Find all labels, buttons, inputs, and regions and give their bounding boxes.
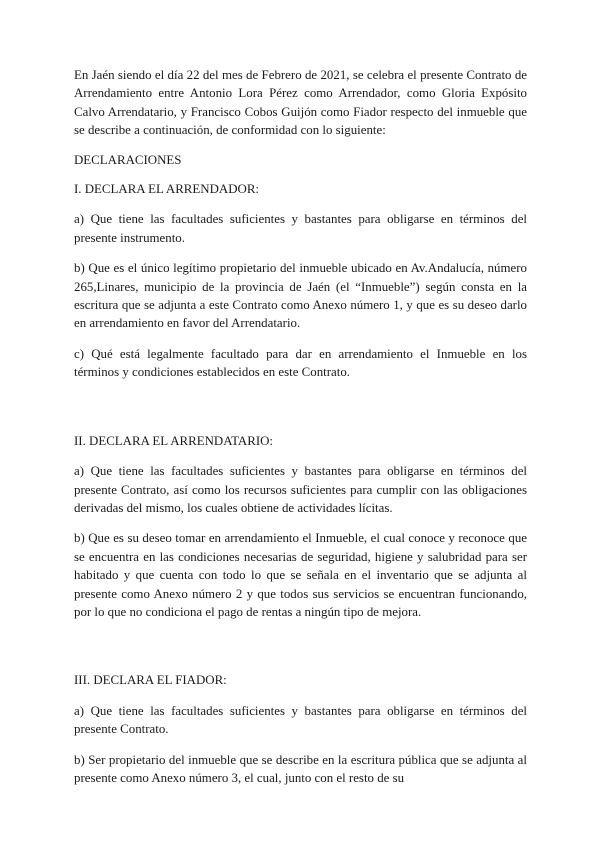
arrendador-clause-c: c) Qué está legalmente facultado para dar en arrendamiento el Inmueble en los términos y condiciones establecidos en este Contrato. bbox=[74, 346, 527, 380]
declaraciones-heading: DECLARACIONES bbox=[74, 152, 182, 167]
arrendatario-heading: II. DECLARA EL ARRENDATARIO: bbox=[74, 433, 274, 448]
arrendatario-clause-b: b) Que es su deseo tomar en arrendamiento el Inmueble, el cual conoce y reconoce que se encuentra en las condiciones necesarias de seguridad, higiene y salubridad para ser habitado y que cuenta con todo lo que se señala en el inventario que se adjunta al presente como Anexo número 2 y que todos sus servicios se encuentran funcionando, por lo que no condiciona el pago de rentas a ningún tipo de mejora. bbox=[74, 531, 527, 619]
arrendador-heading: I. DECLARA EL ARRENDADOR: bbox=[74, 182, 260, 197]
fiador-clause-b: b) Ser propietario del inmueble que se describe en la escritura pública que se adjunta al presente como Anexo número 3, el cual, junto con el resto de su bbox=[74, 752, 527, 785]
fiador-heading: III. DECLARA EL FIADOR: bbox=[74, 673, 227, 688]
intro-paragraph: En Jaén siendo el día 22 del mes de Febrero de 2021, se celebra el presente Contrato de Arrendamiento entre Antonio Lora Pérez como Arrendador, como Gloria Expósito Calvo Arrendatario, y Francisco Cobos Guijón como Fiador respecto del inmueble que se describe a continuación, de conformidad con lo siguiente: bbox=[74, 68, 527, 138]
document-page bbox=[74, 66, 527, 787]
arrendador-clause-a: a) Que tiene las facultades suficientes y bastantes para obligarse en términos del presente instrumento. bbox=[74, 212, 527, 245]
arrendatario-clause-a: a) Que tiene las facultades suficientes y bastantes para obligarse en términos del presente Contrato, así como los recursos suficientes para cumplir con las obligaciones derivadas del mismo, los cuales obtiene de actividades lícitas. bbox=[74, 464, 527, 515]
arrendador-clause-b: b) Que es el único legítimo propietario del inmueble ubicado en Av.Andalucía, número 265,Linares, municipio de la provincia de Jaén (el “Inmueble”) según consta en la escritura que se adjunta a este Contrato como Anexo número 1, y que es su deseo darlo en arrendamiento en favor del Arrendatario. bbox=[74, 261, 527, 331]
fiador-clause-a: a) Que tiene las facultades suficientes y bastantes para obligarse en términos del presente Contrato. bbox=[74, 703, 527, 737]
